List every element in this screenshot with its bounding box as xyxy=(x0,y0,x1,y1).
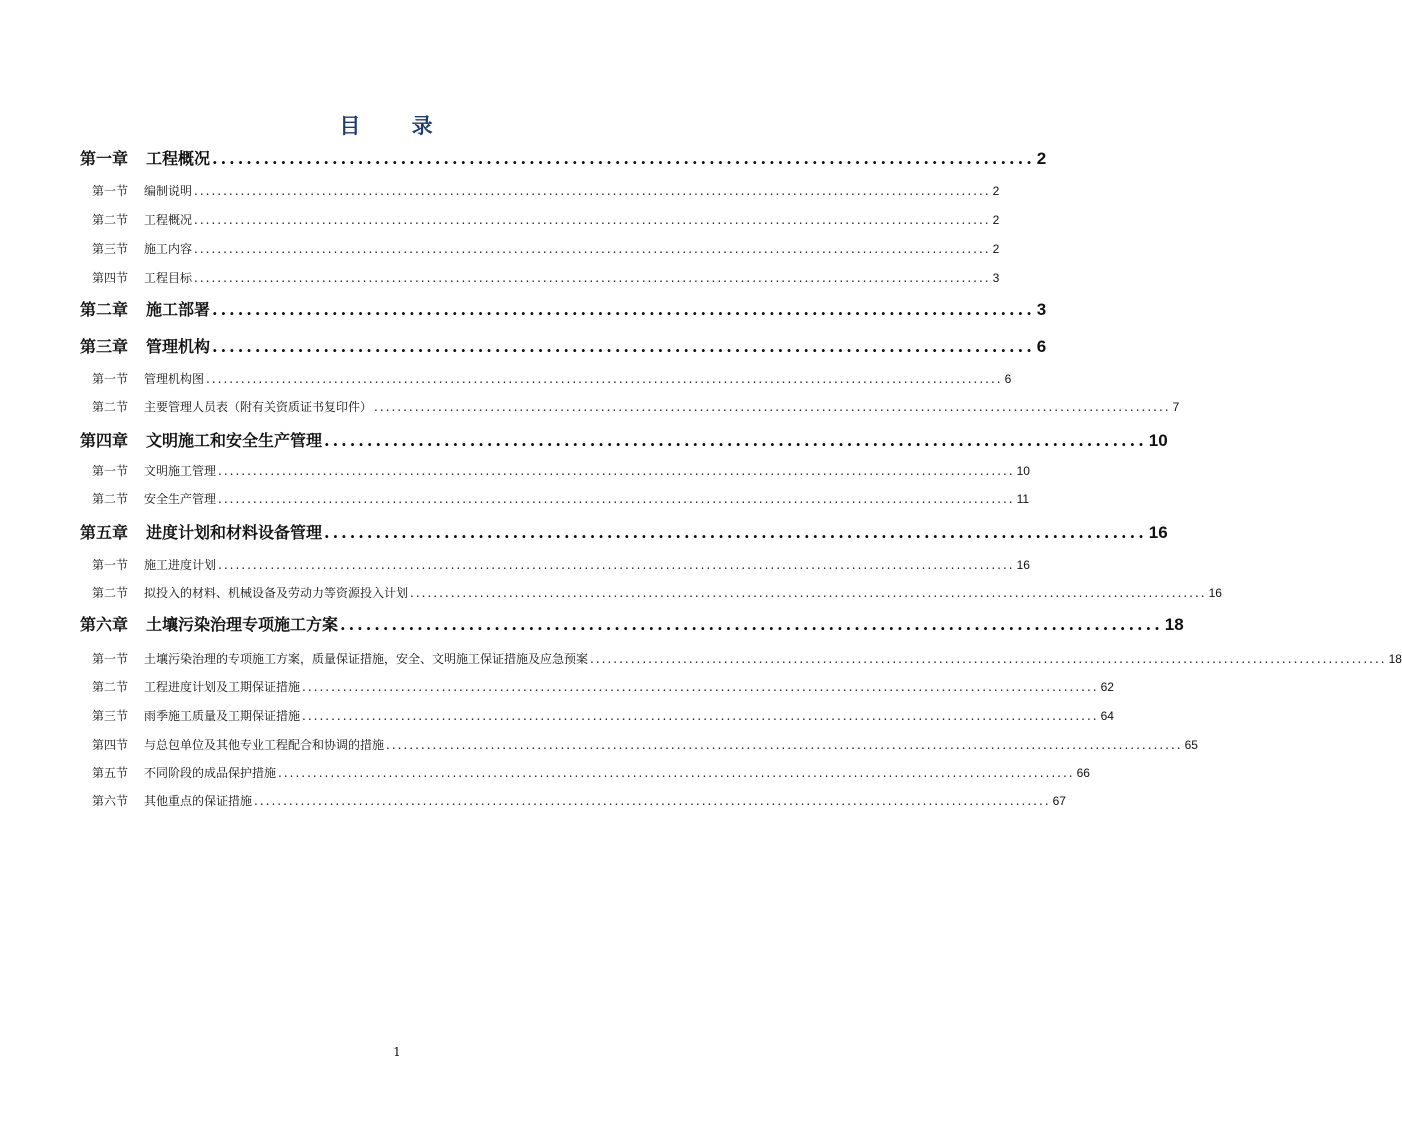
toc-number: 第二节 xyxy=(92,400,129,414)
toc-page: 7 xyxy=(1172,400,1180,414)
toc-name: 工程进度计划及工期保证措施 xyxy=(144,680,301,694)
toc-number: 第二节 xyxy=(92,680,129,694)
toc-chapter-4[interactable] xyxy=(80,428,1168,451)
toc-page: 67 xyxy=(1052,794,1066,808)
toc-number: 第三节 xyxy=(92,242,129,256)
toc-name: 文明施工管理 xyxy=(144,464,217,478)
toc-chapter-3[interactable] xyxy=(80,334,1047,357)
toc-page: 2 xyxy=(1036,149,1047,168)
toc-name: 管理机构 xyxy=(146,337,211,356)
toc-number: 第二节 xyxy=(92,213,129,227)
toc-number: 第六节 xyxy=(92,794,129,808)
toc-leader: ......................................................................................................................................... xyxy=(218,492,1015,506)
toc-page: 64 xyxy=(1100,709,1114,723)
toc-number: 第二章 xyxy=(80,300,129,319)
toc-section[interactable] xyxy=(92,398,1180,415)
toc-number: 第一节 xyxy=(92,558,129,572)
toc-section[interactable] xyxy=(92,240,1000,257)
toc-chapter-5[interactable] xyxy=(80,520,1168,543)
toc-leader: ......................................................................................................................................... xyxy=(206,372,1003,386)
toc-number: 第四章 xyxy=(80,431,129,450)
toc-section[interactable] xyxy=(92,650,1402,667)
toc-page: 62 xyxy=(1100,680,1114,694)
toc-leader: ................................................................................................ xyxy=(324,523,1147,542)
toc-number: 第四节 xyxy=(92,271,129,285)
toc-name: 工程概况 xyxy=(144,213,193,227)
toc-leader: ......................................................................................................................................... xyxy=(278,766,1075,780)
toc-page: 2 xyxy=(992,213,1000,227)
toc-page: 10 xyxy=(1016,464,1030,478)
toc-name: 工程概况 xyxy=(146,149,211,168)
toc-page: 18 xyxy=(1388,652,1402,666)
toc-section[interactable] xyxy=(92,764,1090,781)
toc-chapter-6[interactable] xyxy=(80,612,1184,635)
toc-leader: ......................................................................................................................................... xyxy=(194,271,991,285)
toc-leader: ................................................................................................ xyxy=(340,615,1163,634)
toc-number: 第一节 xyxy=(92,372,129,386)
toc-section[interactable] xyxy=(92,269,1000,286)
toc-number: 第五节 xyxy=(92,766,129,780)
toc-leader: ......................................................................................................................................... xyxy=(374,400,1171,414)
toc-section[interactable] xyxy=(92,462,1030,479)
toc-leader: ......................................................................................................................................... xyxy=(218,464,1015,478)
toc-name: 其他重点的保证措施 xyxy=(144,794,253,808)
toc-leader: ......................................................................................................................................... xyxy=(218,558,1015,572)
toc-leader: ......................................................................................................................................... xyxy=(302,709,1099,723)
toc-page: 2 xyxy=(992,242,1000,256)
toc-number: 第一节 xyxy=(92,464,129,478)
toc-page: 18 xyxy=(1164,615,1184,634)
toc-page: 2 xyxy=(992,184,1000,198)
toc-name: 主要管理人员表（附有关资质证书复印件） xyxy=(144,400,373,414)
toc-page: 11 xyxy=(1016,492,1030,506)
toc-name: 进度计划和材料设备管理 xyxy=(146,523,323,542)
toc-leader: ......................................................................................................................................... xyxy=(302,680,1099,694)
toc-page: 3 xyxy=(1036,300,1047,319)
toc-name: 施工进度计划 xyxy=(144,558,217,572)
toc-section[interactable] xyxy=(92,490,1030,507)
toc-page: 65 xyxy=(1184,738,1198,752)
toc-number: 第一节 xyxy=(92,184,129,198)
toc-name: 编制说明 xyxy=(144,184,193,198)
toc-page: 3 xyxy=(992,271,1000,285)
toc-leader: ......................................................................................................................................... xyxy=(410,586,1207,600)
toc-number: 第二节 xyxy=(92,492,129,506)
toc-page: 6 xyxy=(1004,372,1012,386)
toc-number: 第一节 xyxy=(92,652,129,666)
toc-number: 第三章 xyxy=(80,337,129,356)
toc-number: 第二节 xyxy=(92,586,129,600)
toc-section[interactable] xyxy=(92,792,1066,809)
toc-page: 16 xyxy=(1148,523,1168,542)
toc-leader: ................................................................................................ xyxy=(212,337,1035,356)
toc-name: 土壤污染治理的专项施工方案，质量保证措施，安全、文明施工保证措施及应急预案 xyxy=(144,652,589,666)
toc-chapter-2[interactable] xyxy=(80,297,1047,320)
toc-number: 第三节 xyxy=(92,709,129,723)
page-number: 1 xyxy=(393,1045,401,1059)
toc-page: 16 xyxy=(1016,558,1030,572)
toc-number: 第四节 xyxy=(92,738,129,752)
toc-number: 第一章 xyxy=(80,149,129,168)
toc-leader: ......................................................................................................................................... xyxy=(254,794,1051,808)
toc-page: 16 xyxy=(1208,586,1222,600)
toc-name: 与总包单位及其他专业工程配合和协调的措施 xyxy=(144,738,385,752)
toc-page: 10 xyxy=(1148,431,1168,450)
toc-page: 66 xyxy=(1076,766,1090,780)
toc-leader: ................................................................................................ xyxy=(212,300,1035,319)
toc-name: 工程目标 xyxy=(144,271,193,285)
toc-name: 文明施工和安全生产管理 xyxy=(146,431,323,450)
toc-section[interactable] xyxy=(92,370,1012,387)
toc-leader: ......................................................................................................................................... xyxy=(194,184,991,198)
toc-section[interactable] xyxy=(92,736,1198,753)
toc-leader: ................................................................................................ xyxy=(324,431,1147,450)
toc-leader: ......................................................................................................................................... xyxy=(386,738,1183,752)
toc-chapter-1[interactable] xyxy=(80,146,1047,169)
toc-title: 目 录 xyxy=(339,113,455,138)
toc-name: 施工内容 xyxy=(144,242,193,256)
toc-number: 第六章 xyxy=(80,615,129,634)
toc-section[interactable] xyxy=(92,556,1030,573)
toc-leader: ......................................................................................................................................... xyxy=(194,242,991,256)
toc-name: 不同阶段的成品保护措施 xyxy=(144,766,277,780)
toc-name: 雨季施工质量及工期保证措施 xyxy=(144,709,301,723)
toc-name: 安全生产管理 xyxy=(144,492,217,506)
toc-leader: ................................................................................................ xyxy=(212,149,1035,168)
toc-section[interactable] xyxy=(92,707,1114,724)
toc-name: 管理机构图 xyxy=(144,372,205,386)
toc-section[interactable] xyxy=(92,211,1000,228)
toc-name: 施工部署 xyxy=(146,300,211,319)
toc-section[interactable] xyxy=(92,584,1222,601)
toc-name: 拟投入的材料、机械设备及劳动力等资源投入计划 xyxy=(144,586,409,600)
toc-leader: ......................................................................................................................................... xyxy=(590,652,1387,666)
toc-name: 土壤污染治理专项施工方案 xyxy=(146,615,339,634)
toc-section[interactable] xyxy=(92,678,1114,695)
toc-number: 第五章 xyxy=(80,523,129,542)
toc-page: 6 xyxy=(1036,337,1047,356)
toc-leader: ......................................................................................................................................... xyxy=(194,213,991,227)
toc-section[interactable] xyxy=(92,182,1000,199)
